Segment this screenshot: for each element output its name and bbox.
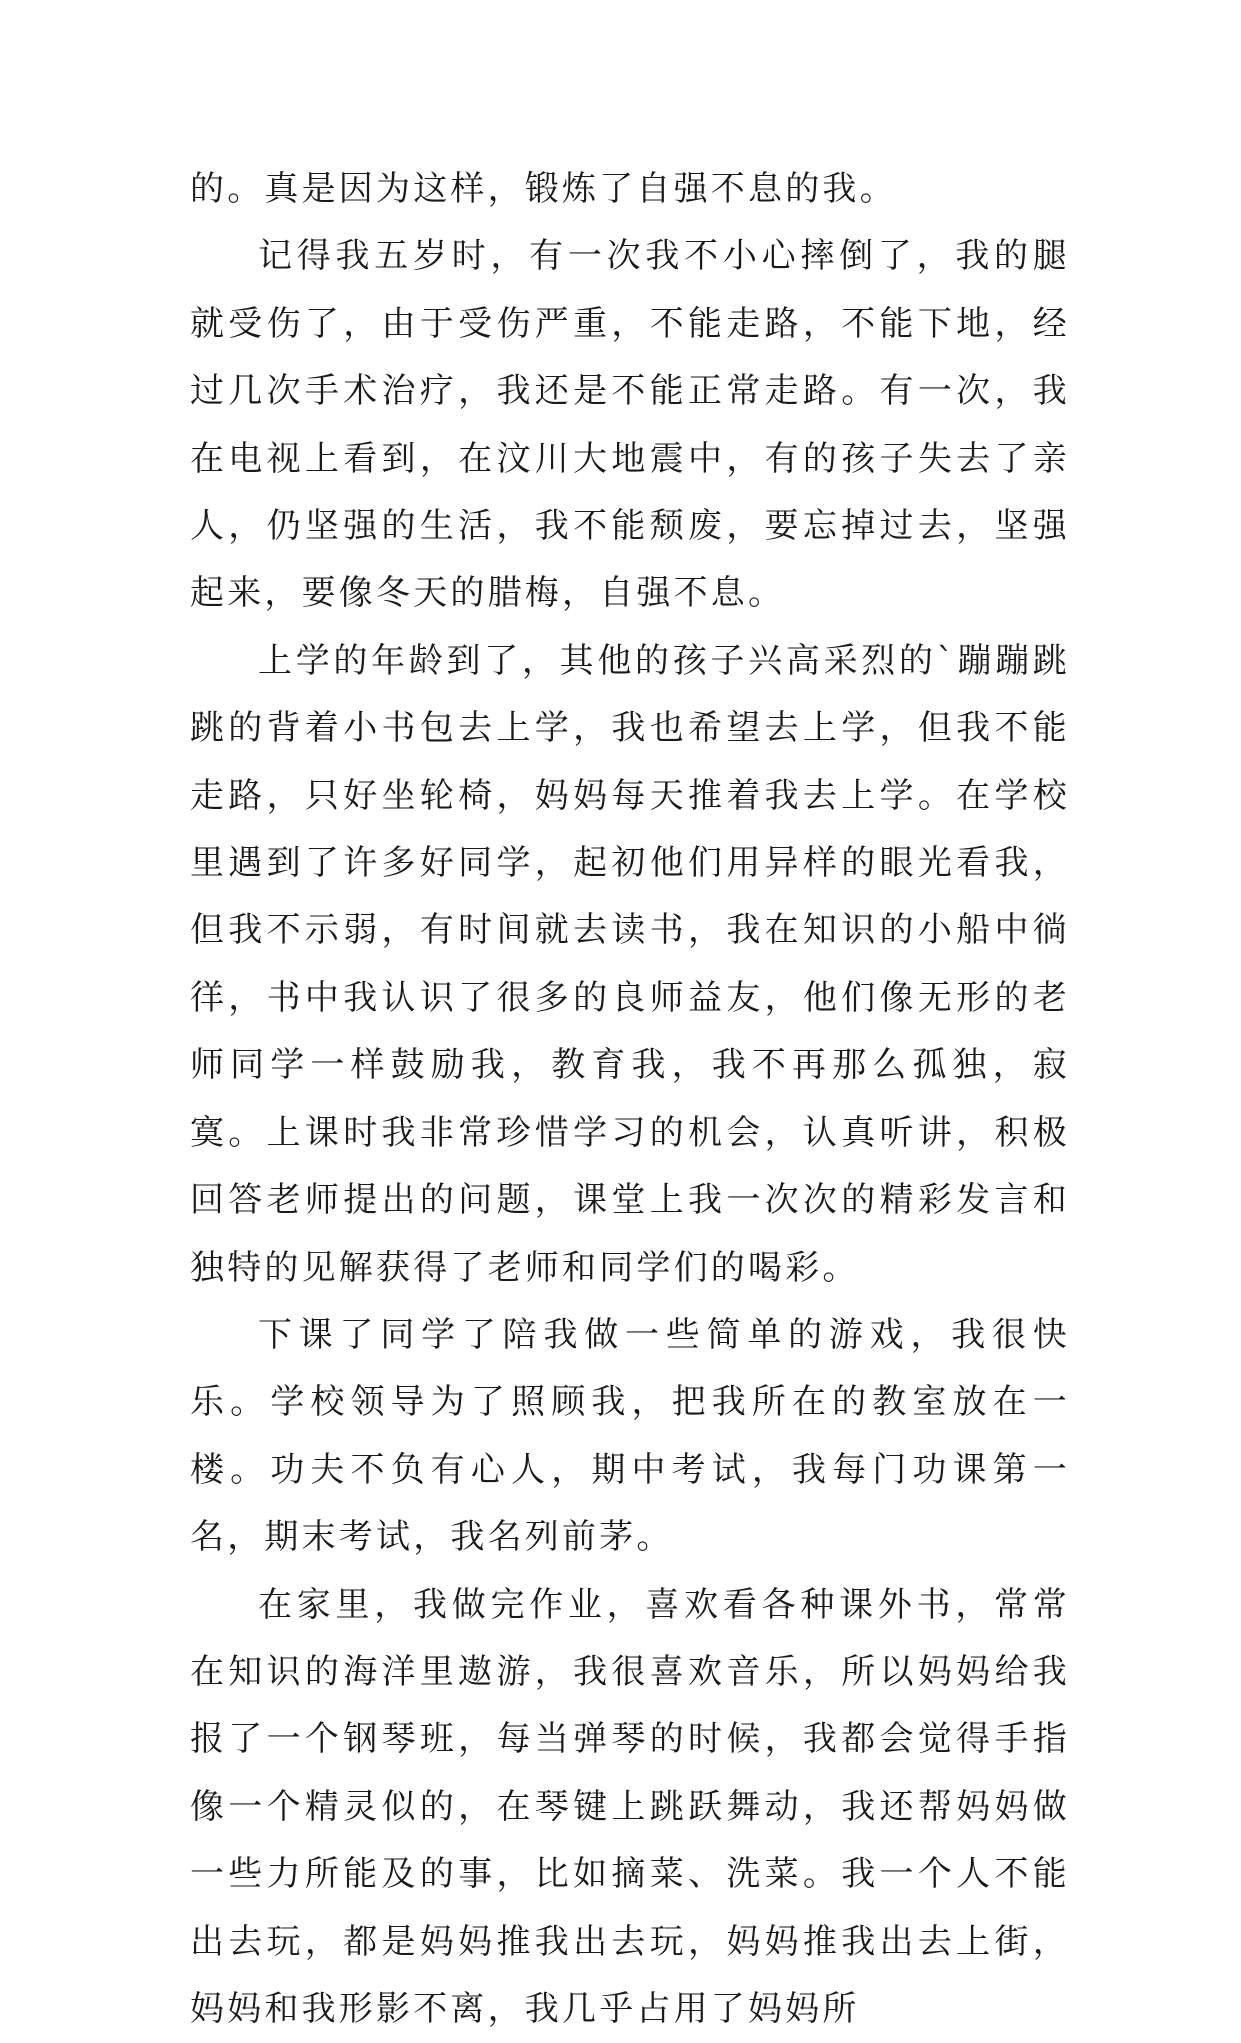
paragraph-5: 在家里，我做完作业，喜欢看各种课外书，常常在知识的海洋里遨游，我很喜欢音乐，所以妈妈给我报了一个钢琴班，每当弹琴的时候，我都会觉得手指像一个精灵似的，在琴键上跳跃舞动，我还帮妈妈做一些力所能及的事，比如摘菜、洗菜。我一个人不能出去玩，都是妈妈推我出去玩，妈妈推我出去上街，妈妈和我形影不离，我几乎占用了妈妈所 [190, 1584, 1070, 2029]
paragraph-1: 的。真是因为这样，锻炼了自强不息的我。 [190, 169, 897, 209]
body-text [190, 156, 1070, 2043]
paragraph-4: 下课了同学了陪我做一些简单的游戏，我很快乐。学校领导为了照顾我，把我所在的教室放在一楼。功夫不负有心人，期中考试，我每门功课第一名，期末考试，我名列前茅。 [190, 1314, 1070, 1558]
paragraph-3: 上学的年龄到了，其他的孩子兴高采烈的`蹦蹦跳跳的背着小书包去上学，我也希望去上学，但我不能走路，只好坐轮椅，妈妈每天推着我去上学。在学校里遇到了许多好同学，起初他们用异样的眼光看我，但我不示弱，有时间就去读书，我在知识的小船中徜徉，书中我认识了很多的良师益友，他们像无形的老师同学一样鼓励我，教育我，我不再那么孤独，寂寞。上课时我非常珍惜学习的机会，认真听讲，积极回答老师提出的问题，课堂上我一次次的精彩发言和独特的见解获得了老师和同学们的喝彩。 [190, 640, 1070, 1288]
paragraph-2: 记得我五岁时，有一次我不小心摔倒了，我的腿就受伤了，由于受伤严重，不能走路，不能下地，经过几次手术治疗，我还是不能正常走路。有一次，我在电视上看到，在汶川大地震中，有的孩子失去了亲人，仍坚强的生活，我不能颓废，要忘掉过去，坚强起来，要像冬天的腊梅，自强不息。 [190, 236, 1070, 614]
